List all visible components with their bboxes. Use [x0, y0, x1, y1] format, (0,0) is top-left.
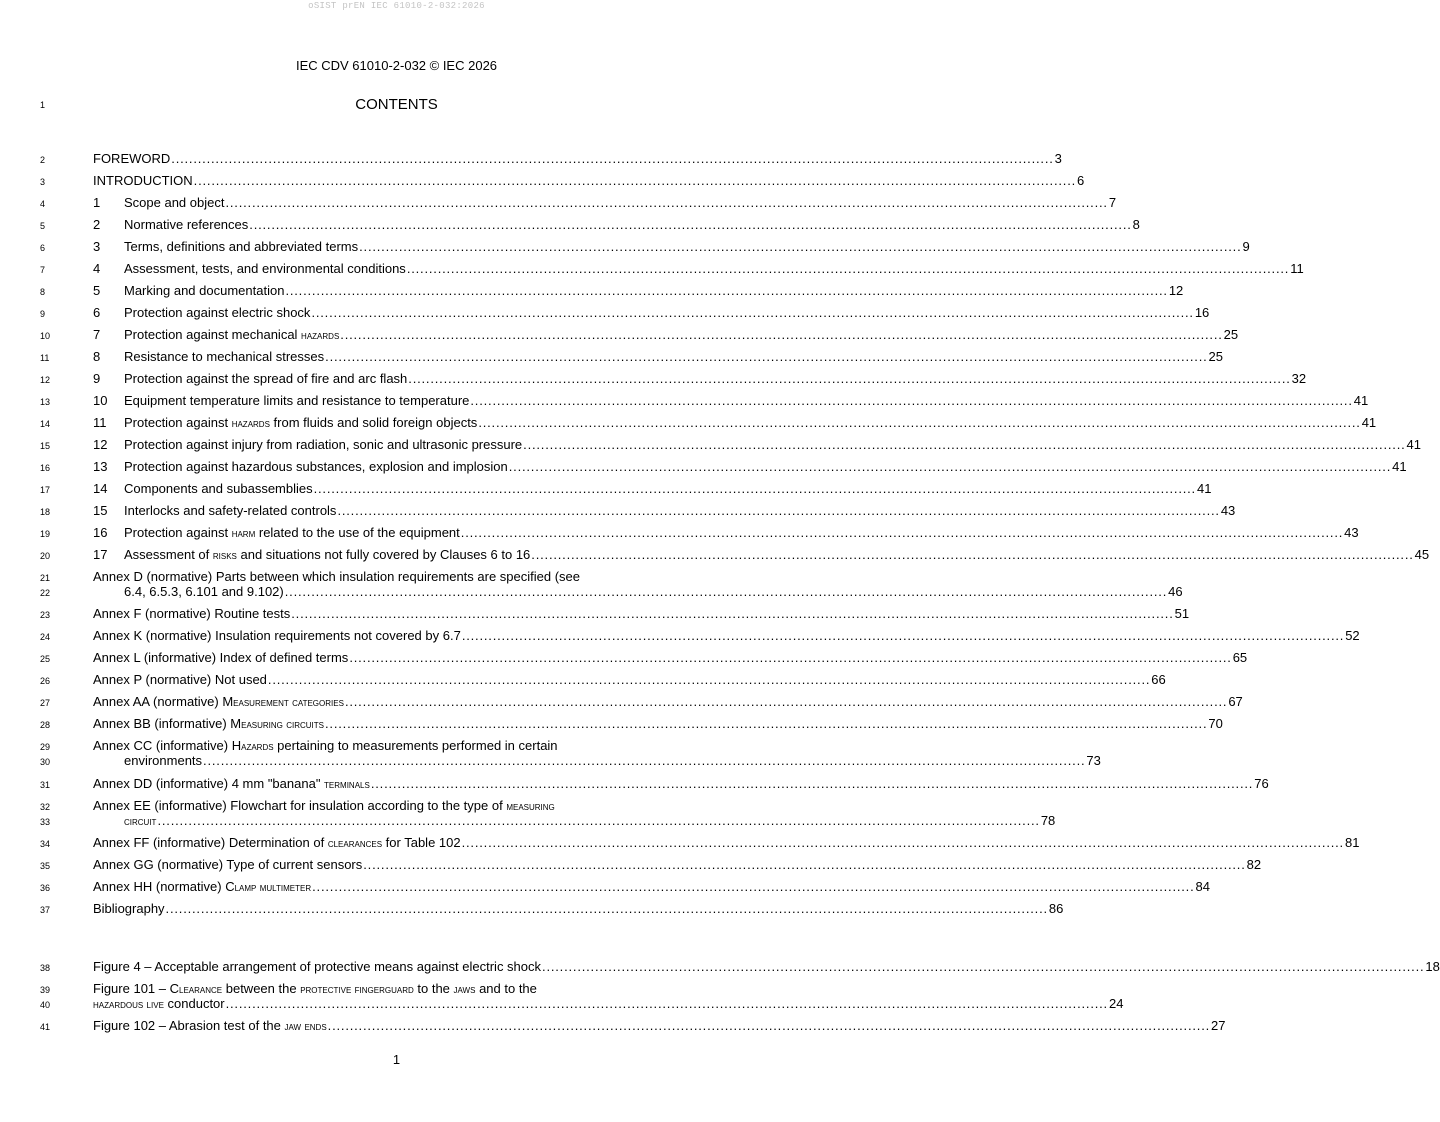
line-number: 34 [40, 839, 51, 849]
line-number: 33 [40, 817, 51, 827]
line-number: 20 [40, 551, 51, 561]
line-number: 15 [40, 441, 51, 451]
toc-title: Protection against electric shock [124, 305, 311, 320]
toc-entry[interactable] [93, 349, 1223, 365]
contents-title: CONTENTS [355, 96, 438, 113]
toc-title: Assessment, tests, and environmental conditions [124, 261, 406, 276]
line-number: 36 [40, 883, 51, 893]
toc-title: Protection against hazardous substances, explosion and implosion [124, 459, 508, 474]
toc-entry-annex-ee[interactable]: Annex EE (informative) Flowchart for insulation according to the type of measuring [93, 798, 555, 813]
leader-dots: ........................................................................................................................................................................................................ [249, 217, 1132, 232]
toc-page: 43 [1220, 503, 1236, 518]
toc-entry-figure-4[interactable] [93, 959, 1440, 975]
toc-page: 41 [1406, 437, 1421, 452]
toc-page: 41 [1353, 393, 1369, 408]
toc-title: Normative references [124, 217, 249, 232]
toc-number: 12 [93, 437, 108, 452]
toc-page: 81 [1344, 835, 1360, 850]
toc-page: 41 [1361, 415, 1377, 430]
toc-title: Figure 102 – Abrasion test of the jaw ends [93, 1018, 327, 1033]
line-number: 39 [40, 985, 51, 995]
document-header: IEC CDV 61010-2-032 © IEC 2026 [295, 58, 498, 73]
toc-entry[interactable] [93, 305, 1210, 321]
leader-dots: ........................................................................................................................................................................................................ [312, 879, 1195, 894]
line-number: 6 [40, 243, 46, 253]
toc-page: 66 [1151, 672, 1166, 687]
line-number: 37 [40, 905, 51, 915]
toc-entry[interactable] [93, 217, 1140, 233]
toc-title: Annex P (normative) Not used [93, 672, 267, 687]
line-number: 1 [40, 100, 46, 110]
toc-page: 45 [1414, 547, 1430, 562]
line-number: 4 [40, 199, 46, 209]
toc-page: 82 [1246, 857, 1262, 872]
toc-number: 2 [93, 217, 101, 232]
toc-page: 25 [1223, 327, 1239, 342]
leader-dots: ........................................................................................................................................................................................................ [313, 481, 1196, 496]
line-number: 40 [40, 1000, 51, 1010]
toc-title: environments [124, 753, 203, 768]
line-number: 3 [40, 177, 46, 187]
toc-entry[interactable] [93, 239, 1250, 255]
toc-entry-annex[interactable] [93, 694, 1243, 710]
toc-number: 11 [93, 415, 107, 430]
leader-dots: ........................................................................................................................................................................................................ [291, 606, 1174, 621]
line-number: 9 [40, 309, 46, 319]
leader-dots: ........................................................................................................................................................................................................ [337, 503, 1220, 518]
toc-entry[interactable] [93, 459, 1407, 475]
toc-number: 6 [93, 305, 101, 320]
toc-page: 7 [1108, 195, 1117, 210]
toc-entry-annex-ee-continued[interactable] [124, 813, 1056, 829]
line-number: 25 [40, 654, 51, 664]
leader-dots: ........................................................................................................................................................................................................ [344, 694, 1228, 709]
line-number: 7 [40, 265, 46, 275]
toc-title: hazardous live conductor [93, 996, 225, 1011]
toc-title: Annex AA (normative) Measurement categories [93, 694, 344, 709]
line-number: 22 [40, 588, 51, 598]
toc-number: 8 [93, 349, 101, 364]
leader-dots: ........................................................................................................................................................................................................ [359, 239, 1242, 254]
toc-page: 11 [1290, 261, 1304, 276]
toc-entry[interactable] [93, 283, 1184, 299]
toc-page: 52 [1345, 628, 1360, 643]
toc-title: Protection against harm related to the use of the equipment [124, 525, 460, 540]
line-number: 14 [40, 419, 51, 429]
toc-page: 24 [1108, 996, 1124, 1011]
line-number: 24 [40, 632, 51, 642]
toc-entry-annex-dd[interactable] [93, 776, 1269, 792]
line-number: 10 [40, 331, 51, 341]
leader-dots: ........................................................................................................................................................................................................ [460, 525, 1344, 540]
leader-dots: ........................................................................................................................................................................................................ [340, 327, 1223, 342]
line-number: 2 [40, 155, 46, 165]
leader-dots: ........................................................................................................................................................................................................ [461, 835, 1344, 850]
leader-dots: ........................................................................................................................................................................................................ [523, 437, 1406, 452]
toc-entry[interactable] [93, 525, 1359, 541]
leader-dots: ........................................................................................................................................................................................................ [408, 371, 1291, 386]
toc-title: Annex HH (normative) Clamp multimeter [93, 879, 312, 894]
toc-title: INTRODUCTION [93, 173, 193, 188]
leader-dots: ........................................................................................................................................................................................................ [370, 776, 1254, 791]
leader-dots: ........................................................................................................................................................................................................ [461, 628, 1345, 643]
line-number: 35 [40, 861, 51, 871]
leader-dots: ........................................................................................................................................................................................................ [267, 672, 1151, 687]
line-number: 11 [40, 353, 50, 363]
toc-entry[interactable] [93, 327, 1239, 343]
toc-page: 25 [1208, 349, 1223, 364]
toc-page: 46 [1168, 584, 1183, 599]
toc-number: 3 [93, 239, 101, 254]
toc-title: Equipment temperature limits and resistance to temperature [124, 393, 470, 408]
leader-dots: ........................................................................................................................................................................................................ [165, 901, 1048, 916]
toc-page: 18 [1425, 959, 1440, 974]
toc-entry[interactable] [93, 261, 1304, 277]
toc-title: Annex BB (informative) Measuring circuits [93, 716, 325, 731]
line-number: 5 [40, 221, 46, 231]
line-number: 16 [40, 463, 51, 473]
toc-number: 1 [93, 195, 101, 210]
toc-entry[interactable] [93, 437, 1421, 453]
toc-page: 12 [1168, 283, 1184, 298]
toc-page: 84 [1195, 879, 1210, 894]
leader-dots: ........................................................................................................................................................................................................ [225, 996, 1108, 1011]
toc-number: 13 [93, 459, 108, 474]
leader-dots: ........................................................................................................................................................................................................ [478, 415, 1361, 430]
leader-dots: ........................................................................................................................................................................................................ [285, 283, 1168, 298]
toc-entry-annex-cc[interactable]: Annex CC (informative) Hazards pertaining to measurements performed in certain [93, 738, 558, 753]
toc-entry-annex-gg[interactable] [93, 857, 1262, 873]
line-number: 23 [40, 610, 51, 620]
toc-entry-annex-hh[interactable] [93, 879, 1210, 895]
toc-page: 32 [1291, 371, 1307, 386]
toc-title: Resistance to mechanical stresses [124, 349, 325, 364]
leader-dots: ........................................................................................................................................................................................................ [531, 547, 1414, 562]
toc-page: 3 [1054, 151, 1062, 166]
leader-dots: ........................................................................................................................................................................................................ [363, 857, 1246, 872]
toc-page: 27 [1211, 1018, 1226, 1033]
leader-dots: ........................................................................................................................................................................................................ [508, 459, 1392, 474]
leader-dots: ........................................................................................................................................................................................................ [542, 959, 1425, 974]
toc-page: 41 [1196, 481, 1212, 496]
line-number: 32 [40, 802, 51, 812]
toc-title: circuit [124, 814, 157, 828]
toc-title: Annex K (normative) Insulation requirements not covered by 6.7 [93, 628, 461, 643]
leader-dots: ........................................................................................................................................................................................................ [349, 650, 1232, 665]
toc-title: Protection against hazards from fluids and solid foreign objects [124, 415, 478, 430]
toc-title: Terms, definitions and abbreviated terms [124, 239, 359, 254]
toc-entry-annex-cc-continued[interactable] [124, 753, 1101, 769]
toc-page: 70 [1208, 716, 1223, 731]
toc-title: Figure 4 – Acceptable arrangement of protective means against electric shock [93, 959, 542, 974]
toc-title: Bibliography [93, 901, 165, 916]
toc-entry-annex[interactable] [93, 672, 1166, 688]
toc-entry[interactable] [93, 415, 1377, 431]
toc-entry[interactable] [93, 371, 1307, 387]
line-number: 19 [40, 529, 51, 539]
line-number: 28 [40, 720, 51, 730]
watermark: oSIST prEN IEC 61010-2-032:2026 [308, 1, 485, 11]
toc-title: Components and subassemblies [124, 481, 313, 496]
leader-dots: ........................................................................................................................................................................................................ [157, 813, 1040, 828]
toc-number: 5 [93, 283, 101, 298]
toc-title: Annex FF (informative) Determination of clearances for Table 102 [93, 835, 461, 850]
line-number: 29 [40, 742, 51, 752]
toc-title: Annex L (informative) Index of defined terms [93, 650, 349, 665]
toc-number: 15 [93, 503, 108, 518]
line-number: 38 [40, 963, 51, 973]
line-number: 17 [40, 485, 51, 495]
toc-number: 10 [93, 393, 108, 408]
toc-number: 4 [93, 261, 101, 276]
toc-page: 86 [1048, 901, 1064, 916]
toc-page: 65 [1232, 650, 1248, 665]
toc-page: 76 [1254, 776, 1269, 791]
line-number: 31 [40, 780, 51, 790]
toc-entry-introduction[interactable] [93, 173, 1085, 189]
leader-dots: ........................................................................................................................................................................................................ [311, 305, 1194, 320]
toc-title: Protection against injury from radiation, sonic and ultrasonic pressure [124, 437, 523, 452]
leader-dots: ........................................................................................................................................................................................................ [225, 195, 1108, 210]
toc-number: 16 [93, 525, 108, 540]
line-number: 13 [40, 397, 51, 407]
toc-page: 43 [1344, 525, 1359, 540]
toc-entry-figure-102[interactable] [93, 1018, 1226, 1034]
page-number: 1 [392, 1052, 401, 1067]
line-number: 18 [40, 507, 51, 517]
toc-page: 41 [1392, 459, 1407, 474]
leader-dots: ........................................................................................................................................................................................................ [171, 151, 1054, 166]
toc-entry-annex[interactable] [93, 716, 1223, 732]
toc-entry-annex-d-continued[interactable] [124, 584, 1183, 600]
toc-entry-figure-101[interactable]: Figure 101 – Clearance between the protective fingerguard to the jaws and to the [93, 981, 537, 996]
toc-entry[interactable] [93, 393, 1369, 409]
toc-title: Assessment of risks and situations not fully covered by Clauses 6 to 16 [124, 547, 531, 562]
leader-dots: ........................................................................................................................................................................................................ [406, 261, 1290, 276]
toc-entry[interactable] [93, 547, 1430, 563]
toc-page: 78 [1040, 813, 1056, 828]
toc-title: 6.4, 6.5.3, 6.101 and 9.102) [124, 584, 284, 599]
line-number: 8 [40, 287, 46, 297]
toc-entry-annex[interactable] [93, 650, 1248, 666]
leader-dots: ........................................................................................................................................................................................................ [325, 349, 1208, 364]
toc-entry-annex[interactable] [93, 628, 1360, 644]
toc-page: 6 [1077, 173, 1085, 188]
toc-entry-annex-d[interactable]: Annex D (normative) Parts between which insulation requirements are specified (see [93, 569, 581, 584]
leader-dots: ........................................................................................................................................................................................................ [325, 716, 1208, 731]
toc-title: Scope and object [124, 195, 225, 210]
leader-dots: ........................................................................................................................................................................................................ [193, 173, 1077, 188]
toc-entry-annex-ff[interactable] [93, 835, 1360, 851]
toc-page: 67 [1228, 694, 1243, 709]
leader-dots: ........................................................................................................................................................................................................ [470, 393, 1353, 408]
toc-entry-figure-101-continued[interactable] [93, 996, 1124, 1012]
toc-page: 51 [1174, 606, 1190, 621]
leader-dots: ........................................................................................................................................................................................................ [284, 584, 1168, 599]
line-number: 26 [40, 676, 51, 686]
toc-page: 73 [1086, 753, 1101, 768]
line-number: 27 [40, 698, 51, 708]
toc-number: 14 [93, 481, 108, 496]
toc-title: Marking and documentation [124, 283, 285, 298]
toc-title: Protection against the spread of fire and arc flash [124, 371, 408, 386]
line-number: 12 [40, 375, 51, 385]
line-number: 21 [40, 573, 51, 583]
toc-title: FOREWORD [93, 151, 171, 166]
toc-number: 7 [93, 327, 101, 342]
toc-number: 9 [93, 371, 101, 386]
toc-number: 17 [93, 547, 108, 562]
toc-title: Protection against mechanical hazards [124, 327, 340, 342]
toc-page: 16 [1194, 305, 1210, 320]
toc-entry[interactable] [93, 503, 1236, 519]
toc-title: Interlocks and safety-related controls [124, 503, 337, 518]
toc-page: 8 [1132, 217, 1140, 232]
toc-entry-bibliography[interactable] [93, 901, 1064, 917]
toc-title: Annex GG (normative) Type of current sensors [93, 857, 363, 872]
toc-title: Annex F (normative) Routine tests [93, 606, 291, 621]
toc-entry[interactable] [93, 481, 1212, 497]
line-number: 41 [40, 1022, 51, 1032]
line-number: 30 [40, 757, 51, 767]
leader-dots: ........................................................................................................................................................................................................ [327, 1018, 1211, 1033]
toc-title: Annex DD (informative) 4 mm "banana" terminals [93, 776, 370, 791]
toc-entry[interactable] [93, 195, 1117, 211]
toc-entry-annex[interactable] [93, 606, 1190, 622]
leader-dots: ........................................................................................................................................................................................................ [203, 753, 1086, 768]
toc-entry-foreword[interactable] [93, 151, 1062, 167]
toc-page: 9 [1242, 239, 1250, 254]
